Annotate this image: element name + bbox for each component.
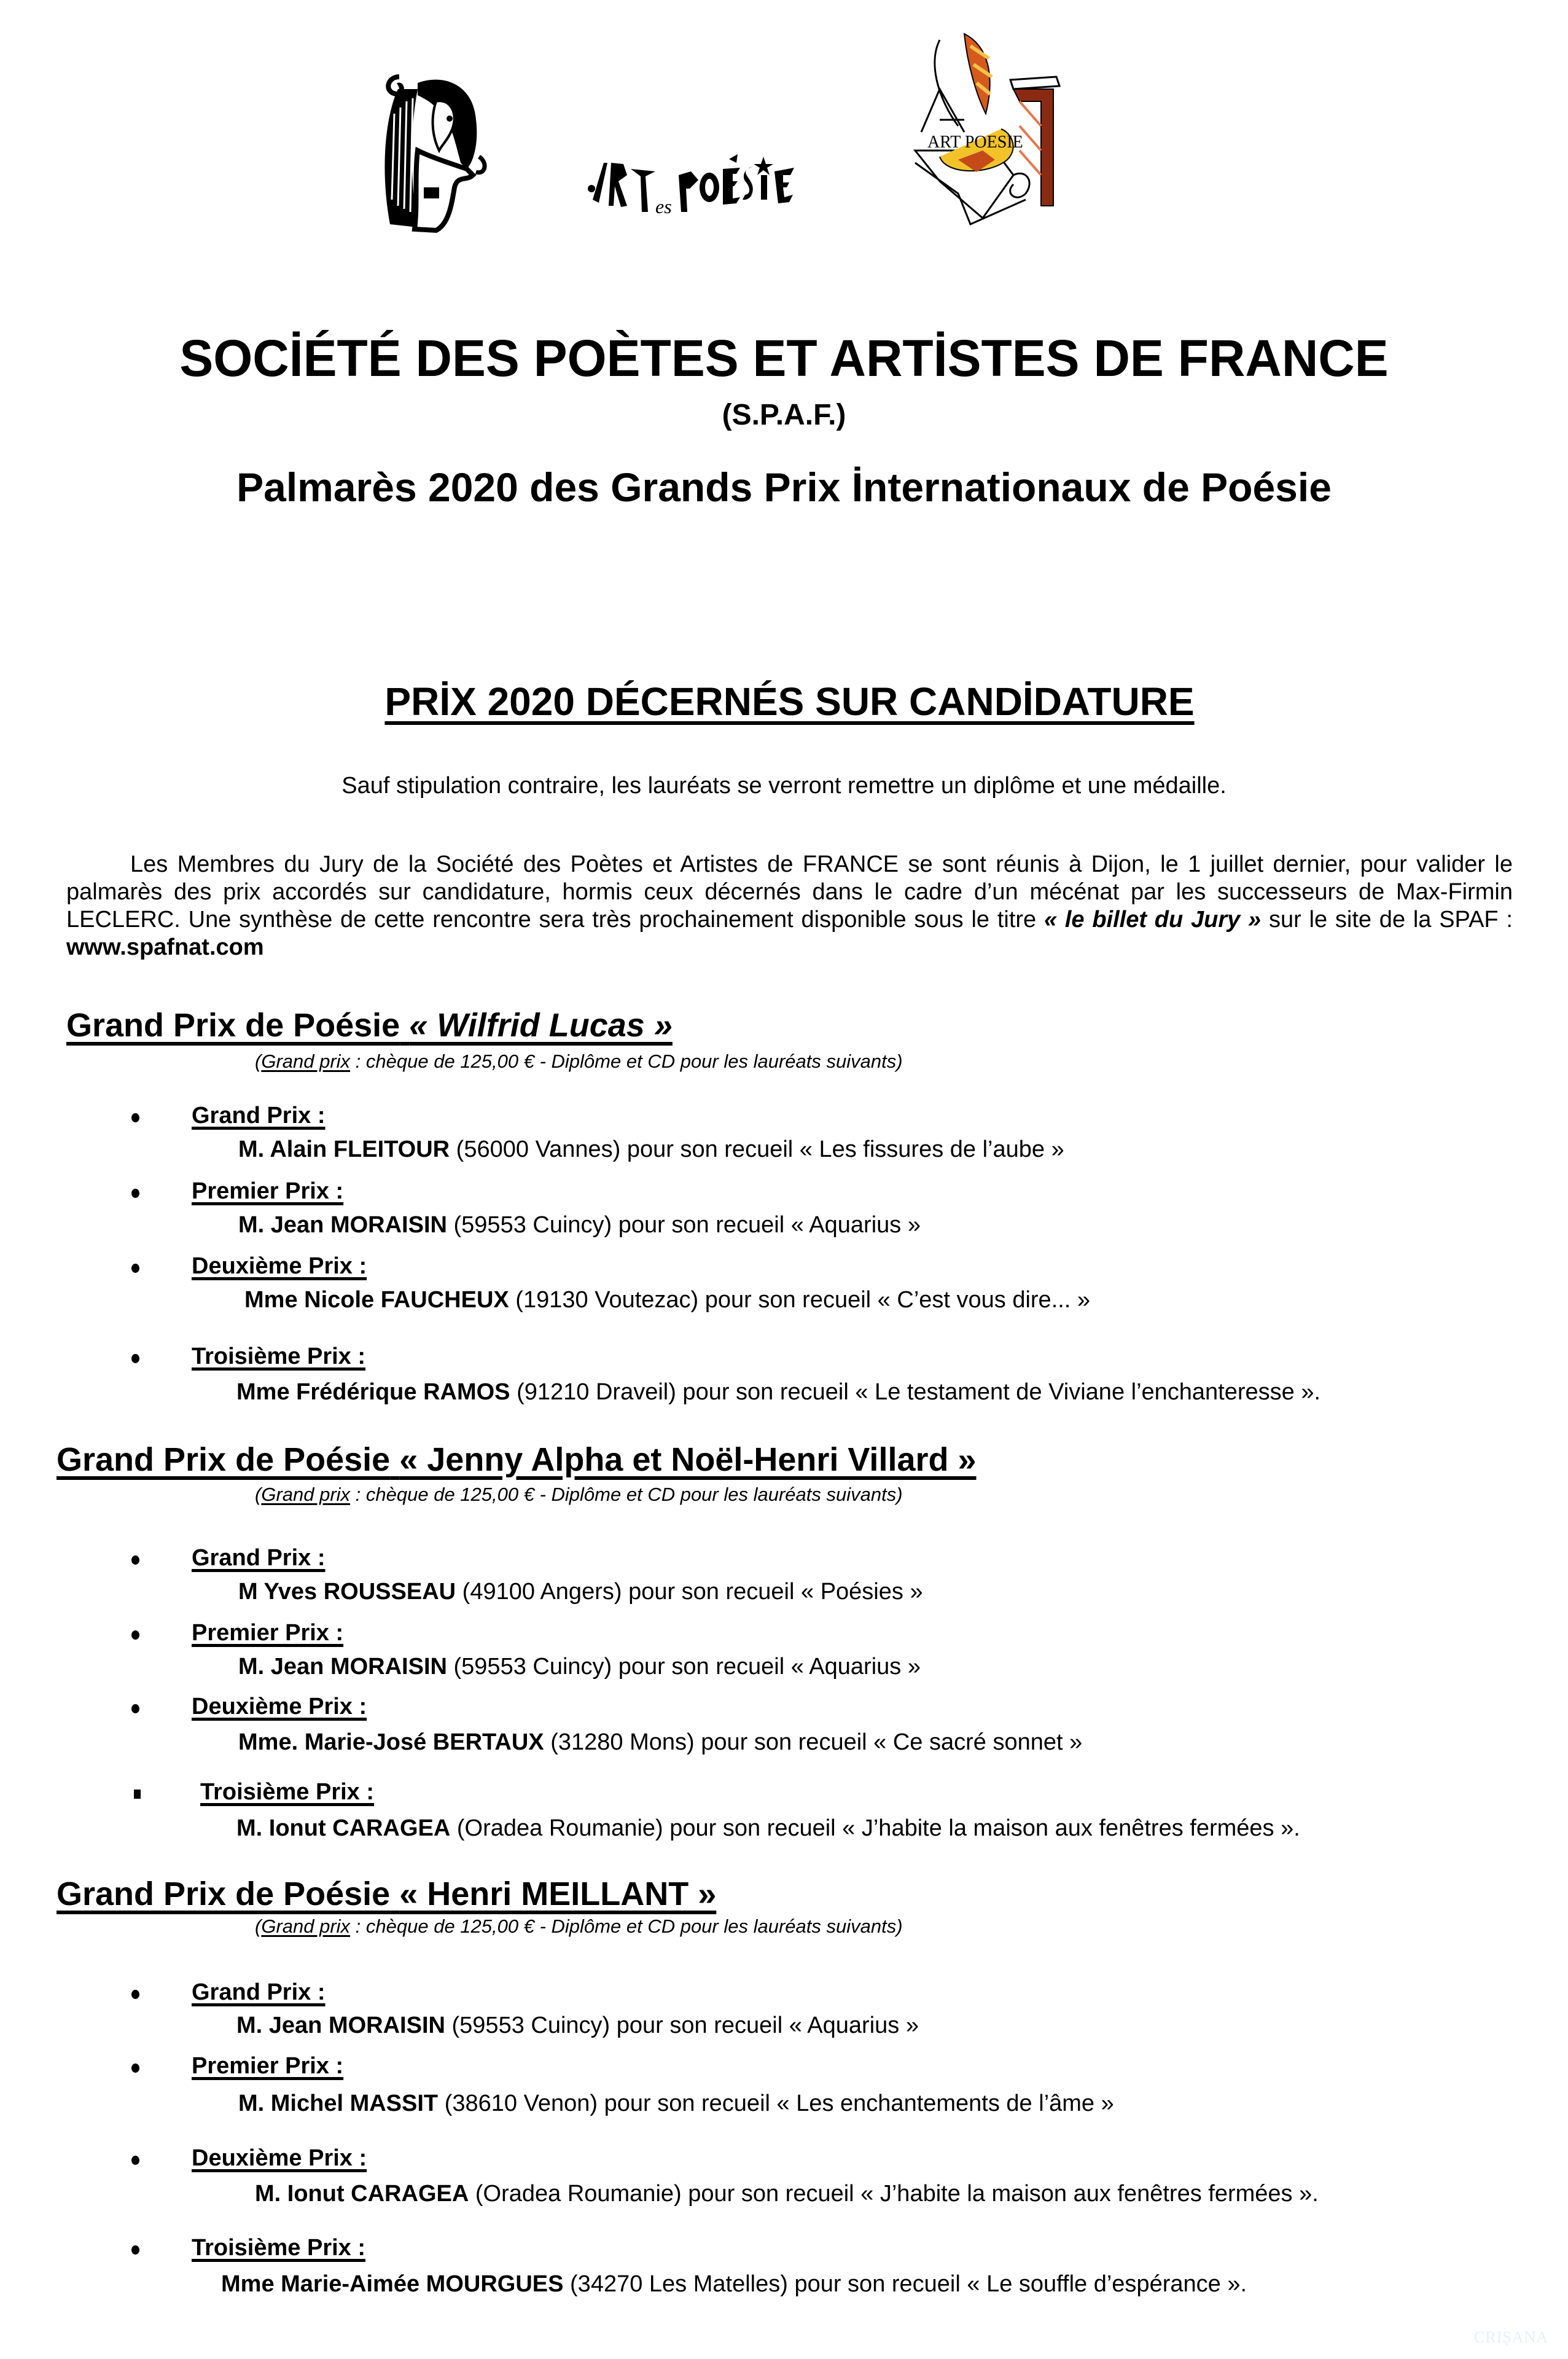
paren-open: ( xyxy=(255,1915,262,1937)
prize-rank-label xyxy=(192,1979,326,2006)
grand-prix-label: Grand prix xyxy=(261,1050,351,1072)
laureate-name: M. Michel MASSIT xyxy=(238,2091,439,2116)
laureate-name: M. Jean MORAISIN xyxy=(236,2013,445,2038)
intro-text: Les Membres du Jury de la Société des Poètes et Artistes de FRANCE se sont réunis à Dijon, le 1 juillet dernier, pour valider le palmarès des prix accordés sur candidature, hormis ceux décernés dans le cadre d’un mécénat par les successeurs de Max-Firmin LECLERC. Une synthèse de cette rencontre sera très prochainement disponible sous le titre xyxy=(66,851,1513,933)
laureate-entry xyxy=(244,1287,1090,1313)
prize-rank-label xyxy=(192,1178,343,1205)
laureate-details: (56000 Vannes) pour son recueil « Les fissures de l’aube » xyxy=(450,1136,1064,1162)
laureate-details: (38610 Venon) pour son recueil « Les enchantements de l’âme » xyxy=(438,2091,1114,2116)
bullet-icon xyxy=(131,2156,139,2165)
organization-abbreviation: (S.P.A.F.) xyxy=(722,399,846,431)
section-prize-details xyxy=(255,1484,903,1506)
prize-rank-label xyxy=(192,1344,365,1370)
document-subtitle: Palmarès 2020 des Grands Prix İnternationaux de Poésie xyxy=(236,464,1332,510)
laureate-name: Mme Nicole FAUCHEUX xyxy=(244,1287,509,1313)
grand-prix-label: Grand prix xyxy=(261,1484,351,1505)
prize-dedicatee-name: « Henri MEILLANT » xyxy=(399,1876,717,1912)
section-heading-prefix: Grand Prix de Poésie xyxy=(66,1007,400,1044)
prize-rank-text: Deuxième Prix : xyxy=(192,1253,367,1279)
laureate-name: M. Jean MORAISIN xyxy=(238,1654,447,1680)
laureate-details: (Oradea Roumanie) pour son recueil « J’habite la maison aux fenêtres fermées ». xyxy=(469,2181,1319,2207)
laureate-entry xyxy=(238,1729,1082,1756)
prize-rank-text: Deuxième Prix : xyxy=(192,1694,367,1719)
spaf-website-link[interactable]: www.spafnat.com xyxy=(66,934,264,960)
prize-dedicatee-name: « Wilfrid Lucas » xyxy=(409,1007,673,1044)
laureate-name: M. Ionut CARAGEA xyxy=(236,1815,451,1841)
grand-prix-label: Grand prix xyxy=(261,1915,351,1937)
laureate-entry xyxy=(236,1815,1300,1842)
bullet-icon xyxy=(131,1990,139,1999)
watermark: CRIȘANA xyxy=(1474,2328,1549,2346)
bullet-icon xyxy=(131,1354,139,1363)
laureate-details: (49100 Angers) pour son recueil « Poésies » xyxy=(456,1579,923,1605)
prize-details-text: : chèque de 125,00 € - Diplôme et CD pour les lauréats suivants) xyxy=(350,1484,903,1505)
prize-dedicatee-name: « Jenny Alpha et Noël-Henri Villard » xyxy=(399,1441,977,1478)
bullet-icon xyxy=(131,1113,139,1122)
laureate-details: (34270 Les Matelles) pour son recueil « Le souffle d’espérance ». xyxy=(563,2271,1247,2297)
laureate-details: (19130 Voutezac) pour son recueil « C’est vous dire... » xyxy=(509,1287,1091,1313)
laureate-name: M Yves ROUSSEAU xyxy=(238,1579,456,1605)
laureate-entry xyxy=(238,2091,1114,2117)
laureate-details: (91210 Draveil) pour son recueil « Le testament de Viviane l’enchanteresse ». xyxy=(510,1379,1321,1405)
section-heading-text xyxy=(57,1876,716,1912)
bullet-icon xyxy=(131,2064,139,2073)
laureate-entry xyxy=(238,1579,923,1605)
lyre-muse-logo xyxy=(381,65,491,237)
section-prize-details xyxy=(255,1915,903,1938)
prize-rank-text: Grand Prix : xyxy=(192,1103,326,1129)
prize-rank-label xyxy=(192,1545,326,1571)
organization-title: SOCİÉTÉ DES POÈTES ET ARTİSTES DE FRANCE xyxy=(179,329,1389,387)
section-heading-text xyxy=(66,1007,673,1044)
square-bullet-icon xyxy=(134,1790,141,1799)
laureate-name: Mme. Marie-José BERTAUX xyxy=(238,1729,544,1755)
art-et-poesie-emblem-logo xyxy=(903,22,1087,233)
prize-rank-text: Grand Prix : xyxy=(192,1979,326,2005)
laureate-entry xyxy=(236,2013,919,2039)
laureate-details: (59553 Cuincy) pour son recueil « Aquarius » xyxy=(447,1654,921,1680)
prize-rank-text: Premier Prix : xyxy=(192,1620,344,1646)
prize-rank-label xyxy=(192,1253,367,1280)
laureate-entry xyxy=(238,1212,921,1238)
laureate-name: M. Ionut CARAGEA xyxy=(255,2181,469,2207)
laureate-name: Mme Frédérique RAMOS xyxy=(236,1379,510,1405)
prize-rank-text: Troisième Prix : xyxy=(192,1344,366,1369)
prize-rank-text: Troisième Prix : xyxy=(192,2235,366,2261)
prize-details-text: : chèque de 125,00 € - Diplôme et CD pour les lauréats suivants) xyxy=(350,1915,903,1937)
art-et-poesie-text-logo xyxy=(587,151,857,218)
laureate-name: M. Alain FLEITOUR xyxy=(238,1136,450,1162)
paren-open: ( xyxy=(255,1484,262,1505)
bullet-icon xyxy=(131,2245,139,2255)
laureate-entry xyxy=(255,2181,1319,2207)
laureate-name: M. Jean MORAISIN xyxy=(238,1212,447,1238)
section-heading xyxy=(57,1875,716,1913)
laureate-entry xyxy=(238,1654,921,1680)
candidature-note: Sauf stipulation contraire, les lauréats se verront remettre un diplôme et une médaille. xyxy=(341,773,1227,799)
prize-rank-text: Deuxième Prix : xyxy=(192,2145,367,2171)
section-heading xyxy=(66,1006,673,1044)
bullet-icon xyxy=(131,1630,139,1640)
prize-rank-text: Premier Prix : xyxy=(192,2053,344,2079)
prize-rank-label xyxy=(200,1779,374,1805)
prize-details-text: : chèque de 125,00 € - Diplôme et CD pour les lauréats suivants) xyxy=(350,1050,903,1072)
prize-rank-text: Grand Prix : xyxy=(192,1545,326,1571)
laureate-entry xyxy=(221,2271,1247,2298)
laureate-details: (59553 Cuincy) pour son recueil « Aquarius » xyxy=(447,1212,921,1238)
bullet-icon xyxy=(131,1264,139,1273)
prize-rank-label xyxy=(192,1694,367,1720)
candidature-heading xyxy=(0,679,1568,724)
prize-rank-label xyxy=(192,2235,365,2261)
paren-open: ( xyxy=(255,1050,262,1072)
prize-rank-text: Troisième Prix : xyxy=(200,1779,375,1805)
intro-site-text: sur le site de la SPAF : xyxy=(1268,907,1513,933)
section-heading xyxy=(57,1441,977,1479)
section-heading-prefix: Grand Prix de Poésie xyxy=(57,1441,391,1478)
prize-rank-label xyxy=(192,2145,367,2172)
bullet-icon xyxy=(131,1189,139,1198)
laureate-entry xyxy=(238,1136,1064,1163)
bullet-icon xyxy=(131,1704,139,1713)
intro-paragraph xyxy=(66,851,1513,961)
laureate-entry xyxy=(236,1379,1320,1406)
candidature-heading-text: PRİX 2020 DÉCERNÉS SUR CANDİDATURE xyxy=(384,679,1195,724)
section-prize-details xyxy=(255,1050,903,1073)
bullet-icon xyxy=(131,1555,139,1565)
section-heading-text xyxy=(57,1441,977,1478)
laureate-details: (59553 Cuincy) pour son recueil « Aquarius » xyxy=(445,2013,919,2038)
svg-text:es: es xyxy=(655,195,672,217)
laureate-details: (31280 Mons) pour son recueil « Ce sacré sonnet » xyxy=(544,1729,1083,1755)
prize-rank-label xyxy=(192,2053,343,2079)
prize-rank-label xyxy=(192,1103,326,1129)
billet-du-jury-title: « le billet du Jury » xyxy=(1043,907,1262,933)
prize-rank-label xyxy=(192,1620,343,1646)
section-heading-prefix: Grand Prix de Poésie xyxy=(57,1876,391,1912)
svg-text:ART POESIE: ART POESIE xyxy=(927,133,1023,152)
laureate-details: (Oradea Roumanie) pour son recueil « J’habite la maison aux fenêtres fermées ». xyxy=(450,1815,1300,1841)
laureate-name: Mme Marie-Aimée MOURGUES xyxy=(221,2271,564,2297)
prize-rank-text: Premier Prix : xyxy=(192,1178,344,1204)
